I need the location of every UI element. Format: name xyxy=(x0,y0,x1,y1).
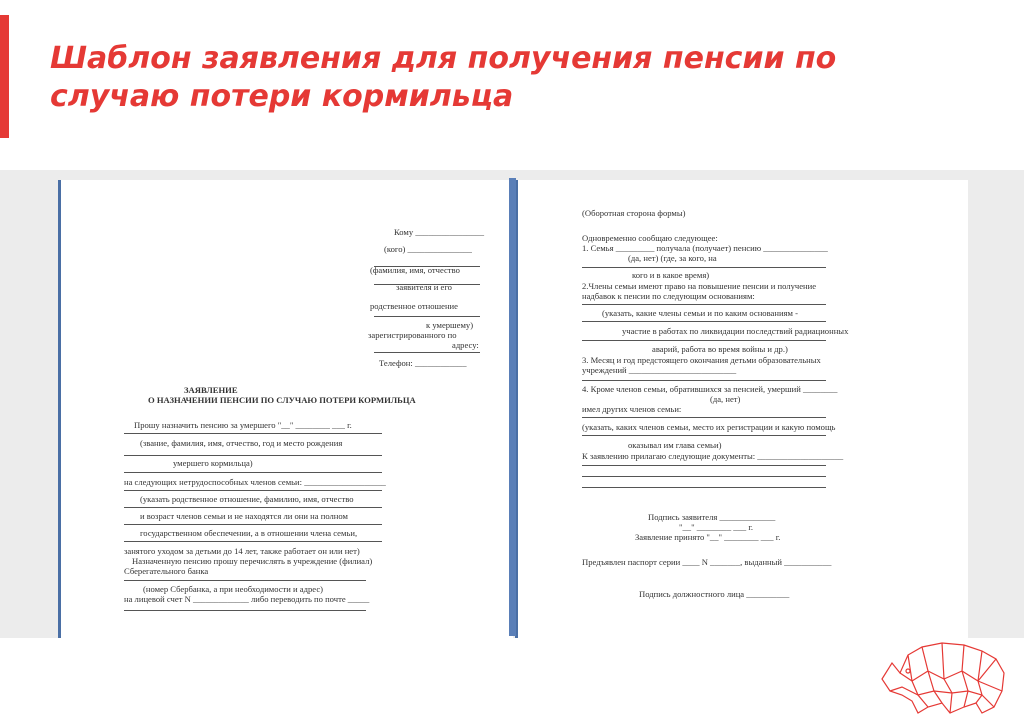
form-text-line: Одновременно сообщаю следующее: xyxy=(582,233,718,243)
blank-line xyxy=(124,507,382,508)
form-text-line: занятого уходом за детьми до 14 лет, также работает он или нет) xyxy=(124,546,360,556)
form-text-line: умершего кормильца) xyxy=(173,458,253,468)
addressee-komu: Кому ________________ xyxy=(394,227,485,237)
applicant-fio-hint: (фамилия, имя, отчество xyxy=(370,265,460,275)
form-subheading: О НАЗНАЧЕНИИ ПЕНСИИ ПО СЛУЧАЮ ПОТЕРИ КОРМИЛЬЦА xyxy=(148,395,416,405)
form-text-line: (номер Сбербанка, а при необходимости и адрес) xyxy=(143,584,323,594)
passport-line: Предъявлен паспорт серии ____ N _______, выданный ___________ xyxy=(582,557,832,567)
form-text-line: (указать, какие члены семьи и по каким основаниям - xyxy=(602,308,798,318)
applicant-hint: заявителя и его xyxy=(396,282,452,292)
registered-hint: зарегистрированного по xyxy=(368,330,457,340)
addressee-kogo: (кого) _______________ xyxy=(384,244,472,254)
blank-line xyxy=(124,610,366,611)
blank-line xyxy=(124,524,382,525)
relation-hint: родственное отношение xyxy=(370,301,458,311)
form-text-line: (указать, каких членов семьи, место их регистрации и какую помощь xyxy=(582,422,836,432)
slide-title-line-1: Шаблон заявления для получения пенсии по xyxy=(50,41,837,76)
blank-line xyxy=(124,433,382,434)
form-text-line: имел других членов семьи: xyxy=(582,404,682,414)
blank-line xyxy=(374,316,480,317)
form-text-line: 4. Кроме членов семьи, обратившихся за пенсией, умерший ________ xyxy=(582,384,838,394)
blank-line xyxy=(582,321,826,322)
form-text-line: государственном обеспечении, а в отношении члена семьи, xyxy=(140,528,358,538)
form-text-line: 1. Семья _________ получала (получает) пенсию _______________ xyxy=(582,243,828,253)
blank-line xyxy=(582,465,826,466)
blank-line xyxy=(124,455,382,456)
form-text-line: оказывал им глава семьи) xyxy=(628,440,722,450)
slide-title-line-2: случаю потери кормильца xyxy=(50,79,514,114)
blank-line xyxy=(374,352,480,353)
blank-line xyxy=(124,490,382,491)
blank-line xyxy=(582,435,826,436)
form-text-line: учреждений _________________________ xyxy=(582,365,737,375)
blank-line xyxy=(124,541,382,542)
back-side-label: (Оборотная сторона формы) xyxy=(582,208,686,218)
form-text-line: 3. Месяц и год предстоящего окончания детьми образовательных xyxy=(582,355,821,365)
form-text-line: (указать родственное отношение, фамилию, имя, отчество xyxy=(140,494,354,504)
blank-line xyxy=(582,304,826,305)
blank-line xyxy=(582,267,826,268)
form-text-line: надбавок к пенсии по следующим основаниям: xyxy=(582,291,755,301)
date-line: "__" ________ ___ г. xyxy=(679,522,754,532)
blank-line xyxy=(124,580,366,581)
official-signature: Подпись должностного лица __________ xyxy=(639,589,790,599)
signature-applicant: Подпись заявителя _____________ xyxy=(648,512,776,522)
blank-line xyxy=(582,417,826,418)
form-text-line: Назначенную пенсию прошу перечислять в учреждение (филиал) xyxy=(132,556,373,566)
slide-title xyxy=(50,40,990,116)
accent-bar xyxy=(0,15,9,138)
phone-field: Телефон: ____________ xyxy=(379,358,467,368)
page-gutter xyxy=(509,178,516,636)
form-text-line: (звание, фамилия, имя, отчество, год и место рождения xyxy=(140,438,343,448)
form-page-back xyxy=(515,180,968,638)
form-text-line: (да, нет) (где, за кого, на xyxy=(628,253,717,263)
form-text-line: К заявлению прилагаю следующие документы: ____________________ xyxy=(582,451,844,461)
form-text-line: кого и в какое время) xyxy=(632,270,710,280)
form-page-front xyxy=(58,180,513,638)
form-text-line: аварий, работа во время войны и др.) xyxy=(652,344,788,354)
form-text-line: (да, нет) xyxy=(710,394,741,404)
form-text-line: Прошу назначить пенсию за умершего "__" ________ ___ г. xyxy=(134,420,352,430)
form-text-line: на следующих нетрудоспособных членов семьи: ___________________ xyxy=(124,477,386,487)
deceased-hint: к умершему) xyxy=(426,320,474,330)
blank-line xyxy=(582,476,826,477)
form-text-line: 2.Члены семьи имеют право на повышение пенсии и получение xyxy=(582,281,817,291)
form-heading: ЗАЯВЛЕНИЕ xyxy=(184,385,238,395)
form-text-line: на лицевой счет N _____________ либо переводить по почте _____ xyxy=(124,594,370,604)
blank-line xyxy=(124,472,382,473)
form-text-line: участие в работах по ликвидации последствий радиационных xyxy=(622,326,849,336)
rhino-logo-icon xyxy=(878,633,1012,717)
blank-line xyxy=(582,487,826,488)
address-hint: адресу: xyxy=(452,340,479,350)
form-text-line: и возраст членов семьи и не находятся ли они на полном xyxy=(140,511,348,521)
blank-line xyxy=(582,380,826,381)
form-text-line: Сберегательного банка xyxy=(124,566,209,576)
blank-line xyxy=(582,340,826,341)
accepted-line: Заявление принято "__" ________ ___ г. xyxy=(635,532,781,542)
